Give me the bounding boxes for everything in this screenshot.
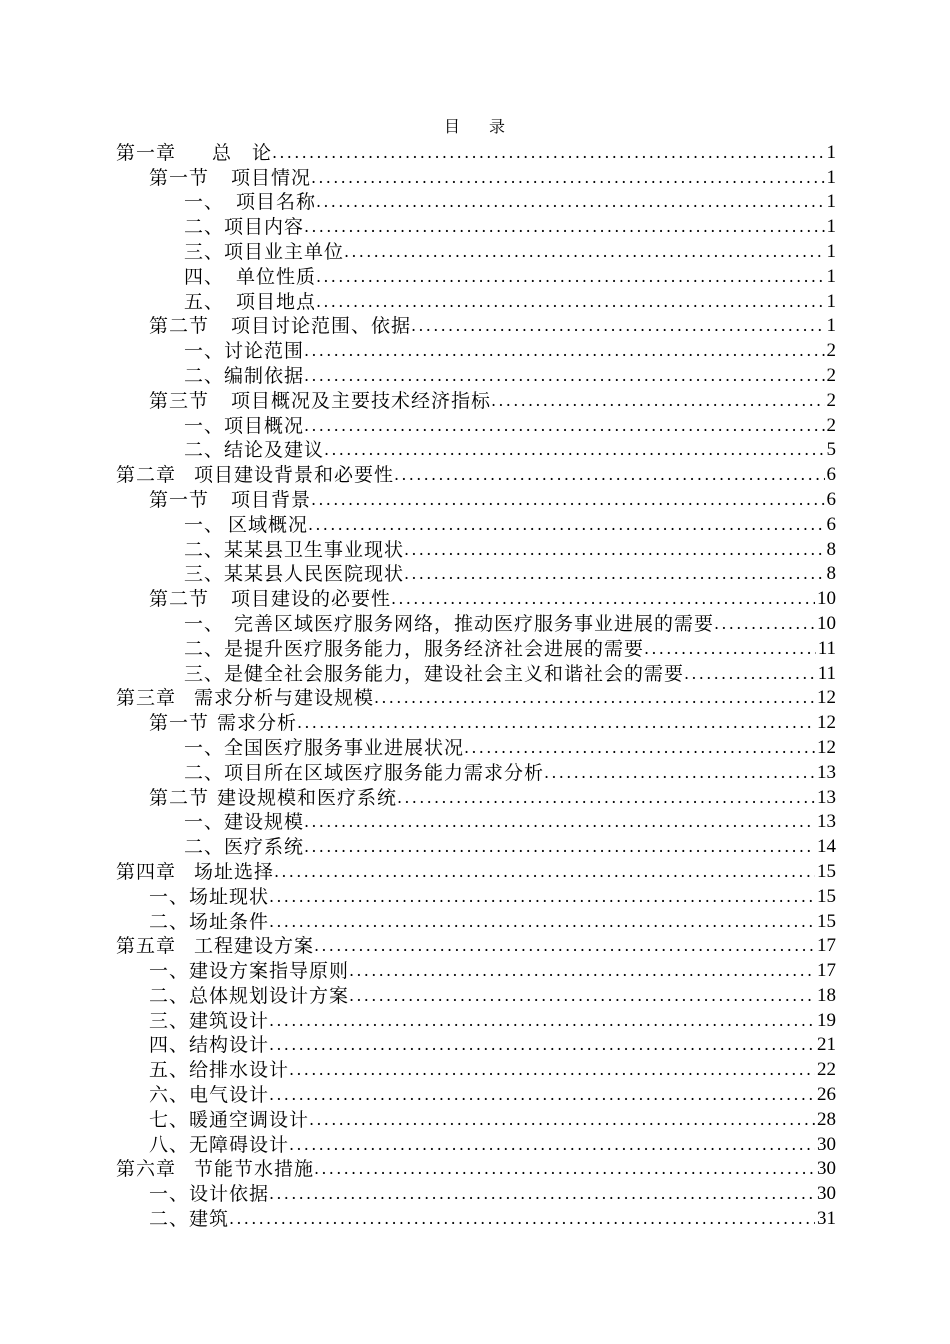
toc-entry-page-number: 6 [826,488,836,510]
toc-leader-dots [374,687,815,709]
toc-entry-title: 给排水设计 [189,1059,290,1082]
toc-entry-title: 项目背景 [231,488,312,511]
toc-entry-prefix: 二、 [149,984,190,1007]
toc-entry-page-number: 21 [817,1034,836,1056]
toc-entry-label [184,216,304,238]
toc-entry-label [149,390,491,412]
toc-entry[interactable] [116,412,836,437]
toc-entry-prefix: 一、 [184,414,225,437]
toc-entry-title: 项目建设的必要性 [231,588,392,611]
toc-entry-title: 总体规划设计方案 [189,984,350,1007]
toc-leader-dots [309,1109,815,1131]
toc-entry[interactable] [116,734,836,759]
toc-entry-label [149,1134,289,1156]
toc-leader-dots [464,737,815,759]
toc-entry[interactable] [116,957,836,982]
toc-entry[interactable] [116,486,836,511]
toc-leader-dots [491,390,824,412]
toc-entry[interactable] [116,1081,836,1106]
toc-heading-char-2: 录 [489,117,507,136]
toc-entry-title: 项目业主单位 [224,240,345,263]
toc-entry-label [184,191,316,213]
toc-entry-page-number: 1 [826,240,836,262]
toc-entry-title: 是健全社会服务能力，建设社会主义和谐社会的需要 [224,662,685,685]
toc-entry-title: 完善区域医疗服务网络，推动医疗服务事业进展的需要 [234,612,715,635]
toc-entry-label [149,1059,289,1081]
toc-entry-label [149,167,311,189]
toc-entry-label [184,613,714,635]
toc-leader-dots [411,315,824,337]
toc-entry-label [149,712,297,734]
toc-entry-label [149,886,269,908]
toc-entry-title: 某某县人民医院现状 [224,563,405,586]
toc-entry-label [149,1084,269,1106]
toc-entry[interactable] [116,1180,836,1205]
toc-entry-label [184,291,316,313]
toc-leader-dots [397,787,815,809]
toc-entry-prefix: 二、 [184,439,225,462]
toc-entry-page-number: 26 [817,1084,836,1106]
toc-entry[interactable] [116,933,836,958]
toc-entry-label [184,638,644,660]
toc-entry-label [149,960,349,982]
toc-entry-prefix: 六、 [149,1084,190,1107]
toc-entry-page-number: 15 [817,860,836,882]
toc-entry-label [149,588,391,610]
toc-entry-title: 是提升医疗服务能力，服务经济社会进展的需要 [224,637,645,660]
toc-entry-label [184,340,304,362]
toc-entry-title: 项目讨论范围、依据 [231,315,412,338]
toc-entry-prefix: 四、 [184,265,225,288]
toc-entry[interactable] [116,685,836,710]
toc-entry-title: 项目建设背景和必要性 [194,464,395,487]
toc-entry-title: 场址现状 [189,885,270,908]
toc-leader-dots [404,539,824,561]
toc-heading-char-1: 目 [443,117,461,136]
toc-entry-title: 全国医疗服务事业进展状况 [224,736,465,759]
toc-entry-page-number: 1 [826,216,836,238]
toc-entry-page-number: 22 [817,1059,836,1081]
toc-leader-dots [269,1084,815,1106]
toc-entry-prefix: 第一节 [149,712,210,735]
toc-entry[interactable] [116,437,836,462]
toc-entry-page-number: 30 [817,1158,836,1180]
toc-leader-dots [644,638,816,660]
toc-entry-page-number: 10 [817,588,836,610]
toc-leader-dots [272,142,824,164]
toc-entry-prefix: 第二章 [116,464,177,487]
toc-entry-prefix: 二、 [184,637,225,660]
toc-entry[interactable] [116,362,836,387]
toc-entry-label [149,1183,269,1205]
toc-leader-dots [311,489,824,511]
toc-entry-prefix: 四、 [149,1034,190,1057]
toc-entry-title: 建筑 [189,1208,230,1231]
toc-entry-label [184,762,544,784]
toc-leader-dots [316,291,824,313]
toc-entry-prefix: 第三节 [149,389,210,412]
toc-entry-label [149,315,411,337]
table-of-contents [116,139,836,1230]
toc-entry[interactable] [116,536,836,561]
toc-entry-label [116,142,272,164]
toc-entry-title: 建设规模和医疗系统 [217,786,398,809]
toc-leader-dots [304,340,824,362]
toc-leader-dots [269,1034,815,1056]
toc-entry-label [149,985,349,1007]
toc-entry-page-number: 30 [817,1133,836,1155]
toc-leader-dots [304,415,824,437]
toc-entry-prefix: 七、 [149,1108,190,1131]
toc-entry-title: 建筑设计 [189,1009,270,1032]
toc-entry-title: 项目地点 [236,290,317,313]
toc-entry[interactable] [116,238,836,263]
toc-entry-label [116,464,394,486]
toc-entry-prefix: 第二节 [149,315,210,338]
toc-entry-prefix: 二、 [149,910,190,933]
toc-entry-page-number: 11 [817,637,836,659]
toc-entry-page-number: 31 [817,1208,836,1230]
toc-entry-page-number: 11 [817,662,836,684]
toc-entry-page-number: 2 [826,340,836,362]
toc-leader-dots [304,811,815,833]
toc-entry-prefix: 第一节 [149,166,210,189]
toc-entry-prefix: 一、 [184,513,225,536]
toc-entry-label [116,687,374,709]
toc-entry[interactable] [116,784,836,809]
toc-entry-page-number: 17 [817,935,836,957]
toc-entry-title: 编制依据 [224,364,305,387]
toc-leader-dots [304,365,824,387]
toc-entry[interactable] [116,982,836,1007]
toc-entry[interactable] [116,635,836,660]
toc-entry-prefix: 二、 [184,761,225,784]
toc-leader-dots [349,985,815,1007]
toc-leader-dots [344,241,824,263]
toc-entry[interactable] [116,139,836,164]
toc-entry-label [184,811,304,833]
toc-entry-page-number: 15 [817,885,836,907]
toc-entry-title: 无障碍设计 [189,1133,290,1156]
toc-entry[interactable] [116,858,836,883]
toc-entry-page-number: 14 [817,836,836,858]
toc-entry-label [184,266,316,288]
toc-entry-label [116,1158,314,1180]
toc-leader-dots [311,167,824,189]
toc-entry-title: 设计依据 [189,1183,270,1206]
toc-entry-label [184,514,308,536]
toc-entry[interactable] [116,1156,836,1181]
toc-entry-title: 项目名称 [236,191,317,214]
toc-entry-prefix: 一、 [149,1183,190,1206]
toc-entry-page-number: 2 [826,364,836,386]
toc-entry-page-number: 12 [817,687,836,709]
toc-leader-dots [394,464,824,486]
toc-entry[interactable] [116,1205,836,1230]
toc-entry-label [184,737,464,759]
toc-entry[interactable] [116,1106,836,1131]
toc-entry-title: 结论及建议 [224,439,325,462]
toc-entry[interactable] [116,660,836,685]
toc-leader-dots [269,886,815,908]
toc-leader-dots [229,1208,815,1230]
toc-entry-prefix: 二、 [184,364,225,387]
toc-entry[interactable] [116,313,836,338]
toc-entry-label [184,563,404,585]
toc-entry[interactable] [116,511,836,536]
toc-entry-page-number: 13 [817,786,836,808]
toc-entry-prefix: 三、 [149,1009,190,1032]
toc-entry-prefix: 三、 [184,240,225,263]
toc-entry-title: 需求分析与建设规模 [194,687,375,710]
toc-entry-label [116,861,274,883]
toc-leader-dots [314,935,815,957]
toc-entry-prefix: 八、 [149,1133,190,1156]
toc-entry-prefix: 一、 [184,340,225,363]
toc-entry-prefix: 二、 [184,836,225,859]
toc-entry-title: 建设方案指导原则 [189,960,350,983]
toc-entry-label [149,787,397,809]
toc-entry[interactable] [116,585,836,610]
toc-entry-prefix: 第一章 [116,141,177,164]
toc-entry-prefix: 第六章 [116,1158,177,1181]
toc-entry-title: 项目内容 [224,216,305,239]
toc-entry-page-number: 1 [826,290,836,312]
toc-leader-dots [289,1134,815,1156]
toc-entry-title: 项目概况 [224,414,305,437]
toc-leader-dots [269,1010,815,1032]
toc-entry-title: 区域概况 [228,513,309,536]
toc-entry-title: 暖通空调设计 [189,1108,310,1131]
toc-entry-page-number: 1 [826,191,836,213]
toc-entry-title: 项目所在区域医疗服务能力需求分析 [224,761,545,784]
toc-entry-prefix: 一、 [184,811,225,834]
toc-entry-page-number: 1 [826,265,836,287]
toc-entry-label [149,911,269,933]
toc-entry-title: 节能节水措施 [194,1158,315,1181]
toc-leader-dots [404,563,824,585]
toc-leader-dots [304,836,815,858]
toc-leader-dots [297,712,815,734]
toc-leader-dots [304,216,824,238]
toc-entry-page-number: 30 [817,1183,836,1205]
toc-entry[interactable] [116,1032,836,1057]
toc-heading [0,117,950,137]
toc-entry-label [184,539,404,561]
toc-entry-page-number: 28 [817,1108,836,1130]
toc-entry-page-number: 10 [817,612,836,634]
toc-entry[interactable] [116,610,836,635]
toc-entry-title: 医疗系统 [224,836,305,859]
toc-entry-prefix: 第五章 [116,935,177,958]
toc-entry[interactable] [116,387,836,412]
toc-entry[interactable] [116,561,836,586]
toc-leader-dots [349,960,815,982]
toc-entry[interactable] [116,263,836,288]
toc-entry-title: 建设规模 [224,811,305,834]
toc-entry-page-number: 5 [826,439,836,461]
toc-entry[interactable] [116,461,836,486]
toc-entry-prefix: 第二节 [149,588,210,611]
toc-leader-dots [684,663,816,685]
toc-entry-page-number: 6 [826,464,836,486]
toc-entry[interactable] [116,337,836,362]
toc-leader-dots [324,439,824,461]
toc-entry-title: 场址选择 [194,860,275,883]
toc-entry-title: 工程建设方案 [194,935,315,958]
toc-entry-label [184,415,304,437]
toc-entry-title: 项目情况 [231,166,312,189]
toc-leader-dots [269,911,815,933]
toc-entry-prefix: 第二节 [149,786,210,809]
toc-entry-prefix: 三、 [184,563,225,586]
toc-entry-label [149,1010,269,1032]
toc-entry-page-number: 2 [826,389,836,411]
toc-entry-prefix: 二、 [184,216,225,239]
toc-entry-label [149,1034,269,1056]
toc-leader-dots [308,514,824,536]
toc-entry-title: 单位性质 [236,265,317,288]
toc-entry-prefix: 第一节 [149,488,210,511]
toc-entry-prefix: 一、 [184,612,225,635]
toc-entry-label [184,439,324,461]
toc-entry-page-number: 12 [817,736,836,758]
toc-entry-label [184,241,344,263]
toc-entry-label [184,663,684,685]
toc-entry-prefix: 一、 [149,885,190,908]
toc-leader-dots [391,588,815,610]
toc-entry-title: 讨论范围 [224,340,305,363]
toc-leader-dots [289,1059,815,1081]
toc-entry[interactable] [116,213,836,238]
toc-entry-prefix: 三、 [184,662,225,685]
toc-entry-prefix: 一、 [184,736,225,759]
toc-entry[interactable] [116,908,836,933]
toc-entry-prefix: 五、 [184,290,225,313]
toc-entry-prefix: 二、 [149,1208,190,1231]
toc-entry[interactable] [116,1131,836,1156]
toc-entry[interactable] [116,709,836,734]
toc-leader-dots [269,1183,815,1205]
toc-entry-page-number: 15 [817,910,836,932]
toc-entry[interactable] [116,288,836,313]
toc-leader-dots [544,762,815,784]
toc-leader-dots [316,266,824,288]
toc-entry-prefix: 二、 [184,538,225,561]
toc-entry-label [149,1109,309,1131]
toc-entry-page-number: 8 [826,563,836,585]
toc-entry-label [116,935,314,957]
toc-entry-prefix: 一、 [149,960,190,983]
toc-entry-page-number: 19 [817,1009,836,1031]
toc-entry[interactable] [116,759,836,784]
toc-entry-label [149,489,311,511]
toc-entry[interactable] [116,189,836,214]
toc-entry[interactable] [116,1007,836,1032]
toc-entry[interactable] [116,833,836,858]
toc-entry-title: 项目概况及主要技术经济指标 [231,389,492,412]
toc-entry-page-number: 1 [826,141,836,163]
toc-leader-dots [714,613,815,635]
toc-entry-page-number: 6 [826,513,836,535]
toc-entry-title: 场址条件 [189,910,270,933]
toc-entry-label [149,1208,229,1230]
toc-entry-page-number: 1 [826,315,836,337]
toc-entry-title: 结构设计 [189,1034,270,1057]
toc-entry[interactable] [116,1056,836,1081]
toc-leader-dots [314,1158,815,1180]
toc-entry-label [184,365,304,387]
toc-entry-prefix: 一、 [184,191,225,214]
toc-entry-page-number: 12 [817,712,836,734]
toc-entry-label [184,836,304,858]
toc-entry-page-number: 18 [817,984,836,1006]
toc-entry[interactable] [116,883,836,908]
toc-leader-dots [316,191,824,213]
toc-entry-title: 电气设计 [189,1084,270,1107]
toc-entry-title: 某某县卫生事业现状 [224,538,405,561]
toc-entry-page-number: 17 [817,960,836,982]
toc-entry-title: 总 论 [212,141,273,164]
toc-entry[interactable] [116,164,836,189]
toc-entry-prefix: 第三章 [116,687,177,710]
toc-entry-prefix: 第四章 [116,860,177,883]
toc-entry-page-number: 13 [817,811,836,833]
toc-entry-page-number: 13 [817,761,836,783]
toc-leader-dots [274,861,815,883]
toc-entry[interactable] [116,809,836,834]
toc-entry-page-number: 8 [826,538,836,560]
toc-entry-page-number: 1 [826,166,836,188]
toc-entry-prefix: 五、 [149,1059,190,1082]
toc-entry-title: 需求分析 [217,712,298,735]
toc-entry-page-number: 2 [826,414,836,436]
